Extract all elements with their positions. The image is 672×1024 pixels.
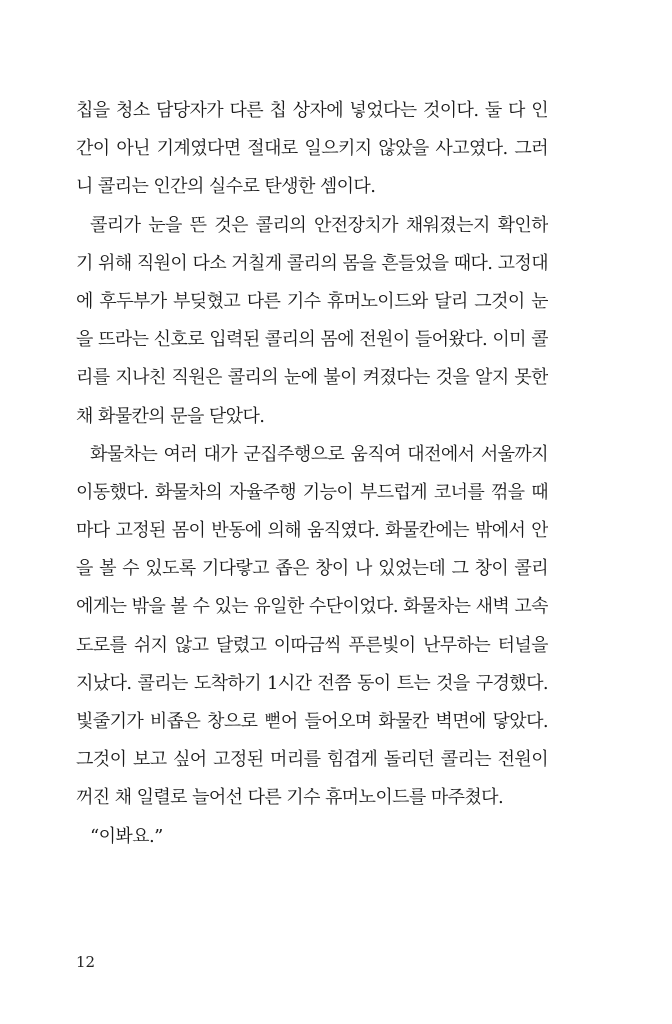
text-line: 간이 아닌 기계였다면 절대로 일으키지 않았을 사고였다. 그러: [76, 138, 548, 160]
text-line: 꺼진 채 일렬로 늘어선 다른 기수 휴머노이드를 마주쳤다.: [76, 787, 504, 809]
text-line: 을 뜨라는 신호로 입력된 콜리의 몸에 전원이 들어왔다. 이미 콜: [76, 329, 548, 351]
text-line: 에 후두부가 부딪혔고 다른 기수 휴머노이드와 달리 그것이 눈: [76, 290, 548, 312]
text-line: 콜리가 눈을 뜬 것은 콜리의 안전장치가 채워졌는지 확인하: [90, 214, 548, 236]
text-line: 이동했다. 화물차의 자율주행 기능이 부드럽게 코너를 꺾을 때: [76, 481, 548, 503]
text-line: 채 화물칸의 문을 닫았다.: [76, 405, 265, 427]
page-number: 12: [76, 953, 96, 971]
text-line: 빛줄기가 비좁은 창으로 뻗어 들어오며 화물칸 벽면에 닿았다.: [76, 711, 548, 732]
body-text: [76, 92, 548, 856]
text-line: 그것이 보고 싶어 고정된 머리를 힘겹게 돌리던 콜리는 전원이: [76, 749, 548, 771]
text-line: 도로를 쉬지 않고 달렸고 이따금씩 푸른빛이 난무하는 터널을: [76, 634, 548, 656]
text-line: 화물차는 여러 대가 군집주행으로 움직여 대전에서 서울까지: [90, 443, 548, 465]
text-line: 리를 지나친 직원은 콜리의 눈에 불이 켜졌다는 것을 알지 못한: [76, 367, 548, 389]
text-line: 지났다. 콜리는 도착하기 1시간 전쯤 동이 트는 것을 구경했다.: [76, 672, 548, 694]
text-line: 에게는 밖을 볼 수 있는 유일한 수단이었다. 화물차는 새벽 고속: [76, 596, 548, 618]
dialogue-line: “이봐요.”: [90, 825, 163, 847]
text-line: 칩을 청소 담당자가 다른 칩 상자에 넣었다는 것이다. 둘 다 인: [76, 100, 548, 121]
text-line: 니 콜리는 인간의 실수로 탄생한 셈이다.: [76, 176, 376, 198]
text-line: 을 볼 수 있도록 기다랗고 좁은 창이 나 있었는데 그 창이 콜리: [76, 558, 548, 580]
text-line: 기 위해 직원이 다소 거칠게 콜리의 몸을 흔들었을 때다. 고정대: [76, 252, 548, 274]
text-line: 마다 고정된 몸이 반동에 의해 움직였다. 화물칸에는 밖에서 안: [76, 520, 548, 542]
